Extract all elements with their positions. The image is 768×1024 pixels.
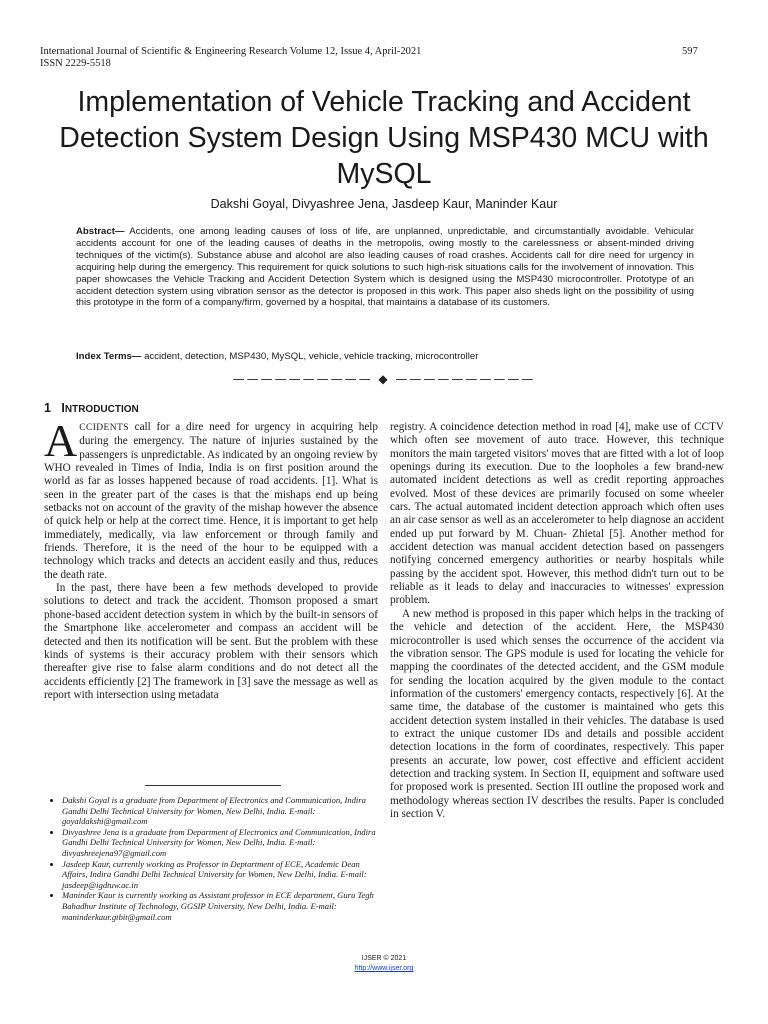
abstract bbox=[76, 226, 694, 309]
index-terms bbox=[76, 351, 694, 362]
intro-paragraph-3: registry. A coincidence detection method in road [4], make use of CCTV which often see movement of auto trace. However, this technique monitors the main targeted visitors' moves that are fitted with a lot of loop openings during its execution. Due to the loopholes a few brand-new automated incident detections as well as credit reporting approaches evolved. Most of these devices are primarily focused on some wheeler cars. The actual automated incident detection approach which often uses an air case sensor as well as an accelerometer to help diagnose an accident ended up put forward by M. Chuan- Zhietal [5]. Another method for accident detection was manual accident detection based on passengers notifying concerned emergency authorities or nearby hospitals while passing by the accident spot. However, this method didn't turn out to be reliable as it leads to delay and inaccuracies to witnesses' expression problem. bbox=[390, 421, 724, 607]
paper-authors: Dakshi Goyal, Divyashree Jena, Jasdeep Kaur, Maninder Kaur bbox=[210, 197, 558, 211]
footer-link[interactable]: http://www.ijser.org bbox=[354, 965, 414, 972]
issn-header: ISSN 2229-5518 bbox=[40, 58, 111, 69]
footnote-item: • Jasdeep Kaur, currently working as Professor in Deptartment of ECE, Academic Dean Affairs, Indira Gandhi Delhi Technical University for Women, New Delhi, India. E-mail: jasdeep@igdtuw.ac.in bbox=[62, 859, 376, 891]
journal-header: International Journal of Scientific & Engineering Research Volume 12, Issue 4, April-2021 bbox=[40, 46, 422, 57]
paper-title: Implementation of Vehicle Tracking and Accident Detection System Design Using MSP430 MCU with MySQL bbox=[59, 86, 709, 190]
index-terms-label: Index Terms— bbox=[76, 351, 142, 362]
intro-paragraph-2: In the past, there have been a few methods developed to provide solutions to detect and track the accident. Thomson proposed a smart phone-based accident detection system in which by the built-in sensors of the Smartphone like accelerometer and compass an accident will be detected and then its notification will be sent. But the problem with these kinds of systems is their accuracy problem with their sensors which thereafter give rise to false alarm conditions and do not detect all the accidents efficiently [2] The framework in [3] save the message as well as report with intersection using metadata bbox=[44, 582, 378, 701]
section-title-rest: NTRODUCTION bbox=[64, 404, 139, 415]
footnote-rule bbox=[145, 785, 281, 786]
drop-cap-word-rest: CCIDENTS bbox=[79, 423, 129, 433]
footnote-item: • Dakshi Goyal is a graduate from Department of Electronics and Communication, Indira Gandhi Delhi Technical University for Women, New Delhi, India. E-mail: goyaldakshi@gmail.com bbox=[62, 795, 376, 827]
section-heading bbox=[44, 401, 139, 415]
drop-cap: A bbox=[44, 415, 78, 466]
section-number: 1 bbox=[44, 401, 51, 415]
intro-paragraph-4: A new method is proposed in this paper which helps in the tracking of the vehicle and detection of the accident. Here, the MSP430 microcontroller is used which senses the occurrence of the accident via the vibration sensor. The GPS module is used for locating the vehicle for mapping the coordinates of the detected accident, and the GSM module for sending the location acquired by the given module to the contact information of the customers' emergency contacts, respectively [6]. At the same time, the database of the customer is maintained who gets this accident detection system installed in their vehicles. The database is used to extract the unique customer IDs and details and possible accident detection locations in the form of coordinates, respectively. This paper presents an accurate, low power, cost effective and efficient accident detection and tracking system. In Section II, equipment and software used for proposed work is presented. Section III outline the proposed work and methodology whereas section IV describes the results. Paper is concluded in section V. bbox=[390, 607, 724, 820]
left-column bbox=[44, 415, 378, 702]
intro-paragraph-1-text: call for a dire need for urgency in acquiring help during the emergency. The nature of injuries sustained by the passengers is unpredictable. As indicated by an ongoing review by WHO revealed in Times of India, India is on first position around the world as far as losses happened because of road accidents. [1]. What is seen in the greater part of the cases is that the mishaps end up being setbacks not on account of the gravity of the mishap however the absence of quick help or help at the correct time. Hence, it is important to get help immediately, medically, via law enforcement or through family and friends. Therefore, it is the need of the hour to be equipped with a technology which tracks and detects an accident easily and thus, reduces the death rate. bbox=[44, 421, 378, 581]
abstract-text: Accidents, one among leading causes of loss of life, are unplanned, unpredictable, and circumstantially avoidable. Vehicular accidents account for one of the leading causes of deaths in the metropolis, owing mostly to the carelessness or absent-minded driving techniques of the victim(s). Substance abuse and alcohol are also leading causes of road crashes. Accidents call for dire need for urgency in acquiring help during the emergency. This requirement for quick solutions to such high-risk situations calls for the involvement of innovation. This paper showcases the Vehicle Tracking and Accident Detection System which is designed using the MSP430 microcontroller. Prototype of an accident detection system using vibration sensor as the detector is proposed in this work. This paper also sheds light on the possibility of using this prototype in the form of a company/firm, governed by a hospital, that maintains a database of its customers. bbox=[76, 226, 694, 309]
abstract-label: Abstract— bbox=[76, 226, 125, 237]
section-title-initial: I bbox=[61, 401, 65, 415]
footnote-item: • Maninder Kaur is currently working as Assistant professor in ECE department, Guru Tegh Bahadhur Institute of Technology, GGSIP University, New Delhi, India. E-mail: maninderkaur.gtbit@gmail.com bbox=[62, 890, 376, 922]
right-column bbox=[390, 421, 724, 821]
footnote-item: • Divyashree Jena is a graduate from Department of Electronics and Communication, Indira Gandhi Delhi Technical University for Women, New Delhi, India. E-mail: divyashreejena97@gmail.com bbox=[62, 827, 376, 859]
author-footnotes bbox=[50, 795, 376, 922]
page-number: 597 bbox=[682, 46, 698, 57]
index-terms-text: accident, detection, MSP430, MySQL, vehicle, vehicle tracking, microcontroller bbox=[141, 351, 479, 362]
section-separator: —————————— ◆ —————————— bbox=[232, 372, 536, 386]
intro-paragraph-1 bbox=[44, 415, 378, 582]
footer-copyright: IJSER © 2021 bbox=[361, 955, 407, 962]
